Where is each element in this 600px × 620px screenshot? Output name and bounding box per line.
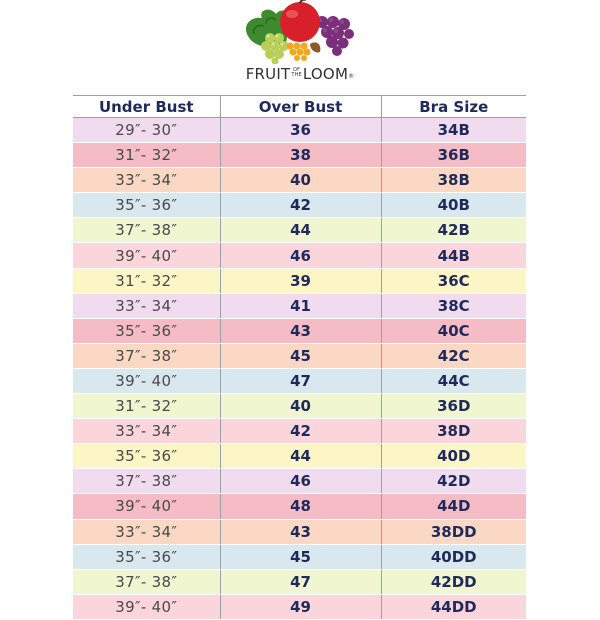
brand-header: [0, 0, 600, 95]
table-row: [73, 594, 526, 619]
over-bust-cell: 44: [220, 218, 381, 243]
under-bust-cell: 33″- 34″: [73, 168, 220, 193]
under-bust-cell: 33″- 34″: [73, 419, 220, 444]
under-bust-cell: 35″- 36″: [73, 544, 220, 569]
bra-size-cell: 38D: [381, 419, 526, 444]
brand-name-the: THE: [291, 72, 302, 78]
table-row: [73, 368, 526, 393]
bra-size-cell: 36B: [381, 143, 526, 168]
over-bust-cell: 47: [220, 368, 381, 393]
brand-name-of-the: [291, 68, 302, 78]
bra-size-cell: 42C: [381, 343, 526, 368]
over-bust-cell: 45: [220, 343, 381, 368]
under-bust-cell: 33″- 34″: [73, 293, 220, 318]
over-bust-cell: 47: [220, 569, 381, 594]
table-row: [73, 343, 526, 368]
under-bust-cell: 37″- 38″: [73, 218, 220, 243]
brand-name: [0, 64, 600, 87]
brand-name-loom: LOOM: [302, 65, 349, 83]
table-row: [73, 293, 526, 318]
under-bust-cell: 37″- 38″: [73, 569, 220, 594]
over-bust-cell: 38: [220, 143, 381, 168]
over-bust-cell: 42: [220, 419, 381, 444]
over-bust-cell: 48: [220, 494, 381, 519]
bra-size-cell: 40DD: [381, 544, 526, 569]
bra-size-cell: 40D: [381, 444, 526, 469]
brand-name-fruit: FRUIT: [245, 65, 291, 83]
table-row: [73, 519, 526, 544]
header-under-bust: Under Bust: [73, 96, 220, 118]
table-row: [73, 143, 526, 168]
over-bust-cell: 43: [220, 318, 381, 343]
over-bust-cell: 40: [220, 168, 381, 193]
table-row: [73, 394, 526, 419]
brand-name-of: OF: [293, 67, 301, 73]
table-row: [73, 569, 526, 594]
under-bust-cell: 39″- 40″: [73, 243, 220, 268]
bra-size-cell: 42B: [381, 218, 526, 243]
under-bust-cell: 35″- 36″: [73, 318, 220, 343]
over-bust-cell: 45: [220, 544, 381, 569]
table-header-row: [73, 96, 526, 118]
under-bust-cell: 31″- 32″: [73, 143, 220, 168]
bra-size-cell: 44C: [381, 368, 526, 393]
table-row: [73, 168, 526, 193]
header-over-bust: Over Bust: [220, 96, 381, 118]
under-bust-cell: 39″- 40″: [73, 494, 220, 519]
over-bust-cell: 46: [220, 243, 381, 268]
under-bust-cell: 35″- 36″: [73, 444, 220, 469]
table-body: [73, 118, 526, 620]
table-row: [73, 494, 526, 519]
table-row: [73, 444, 526, 469]
over-bust-cell: 46: [220, 469, 381, 494]
bra-size-cell: 34B: [381, 118, 526, 143]
over-bust-cell: 42: [220, 193, 381, 218]
bra-size-cell: 38C: [381, 293, 526, 318]
under-bust-cell: 33″- 34″: [73, 519, 220, 544]
size-chart-table: [73, 95, 526, 620]
fruit-logo-icon: [240, 0, 360, 64]
under-bust-cell: 39″- 40″: [73, 368, 220, 393]
bra-size-cell: 40C: [381, 318, 526, 343]
under-bust-cell: 31″- 32″: [73, 394, 220, 419]
bra-size-cell: 42DD: [381, 569, 526, 594]
bra-size-cell: 38DD: [381, 519, 526, 544]
table-row: [73, 469, 526, 494]
over-bust-cell: 39: [220, 268, 381, 293]
table-row: [73, 544, 526, 569]
bra-size-cell: 44D: [381, 494, 526, 519]
bra-size-cell: 36C: [381, 268, 526, 293]
over-bust-cell: 40: [220, 394, 381, 419]
under-bust-cell: 31″- 32″: [73, 268, 220, 293]
table-row: [73, 243, 526, 268]
bra-size-cell: 40B: [381, 193, 526, 218]
under-bust-cell: 29″- 30″: [73, 118, 220, 143]
bra-size-cell: 42D: [381, 469, 526, 494]
under-bust-cell: 37″- 38″: [73, 469, 220, 494]
table-row: [73, 218, 526, 243]
under-bust-cell: 37″- 38″: [73, 343, 220, 368]
bra-size-cell: 38B: [381, 168, 526, 193]
table-row: [73, 318, 526, 343]
table-row: [73, 118, 526, 143]
over-bust-cell: 36: [220, 118, 381, 143]
over-bust-cell: 41: [220, 293, 381, 318]
over-bust-cell: 43: [220, 519, 381, 544]
header-bra-size: Bra Size: [381, 96, 526, 118]
bra-size-cell: 44B: [381, 243, 526, 268]
table-row: [73, 268, 526, 293]
bra-size-cell: 44DD: [381, 594, 526, 619]
table-row: [73, 193, 526, 218]
bra-size-cell: 36D: [381, 394, 526, 419]
registered-mark: ®: [348, 73, 355, 80]
table-row: [73, 419, 526, 444]
under-bust-cell: 39″- 40″: [73, 594, 220, 619]
under-bust-cell: 35″- 36″: [73, 193, 220, 218]
over-bust-cell: 49: [220, 594, 381, 619]
over-bust-cell: 44: [220, 444, 381, 469]
